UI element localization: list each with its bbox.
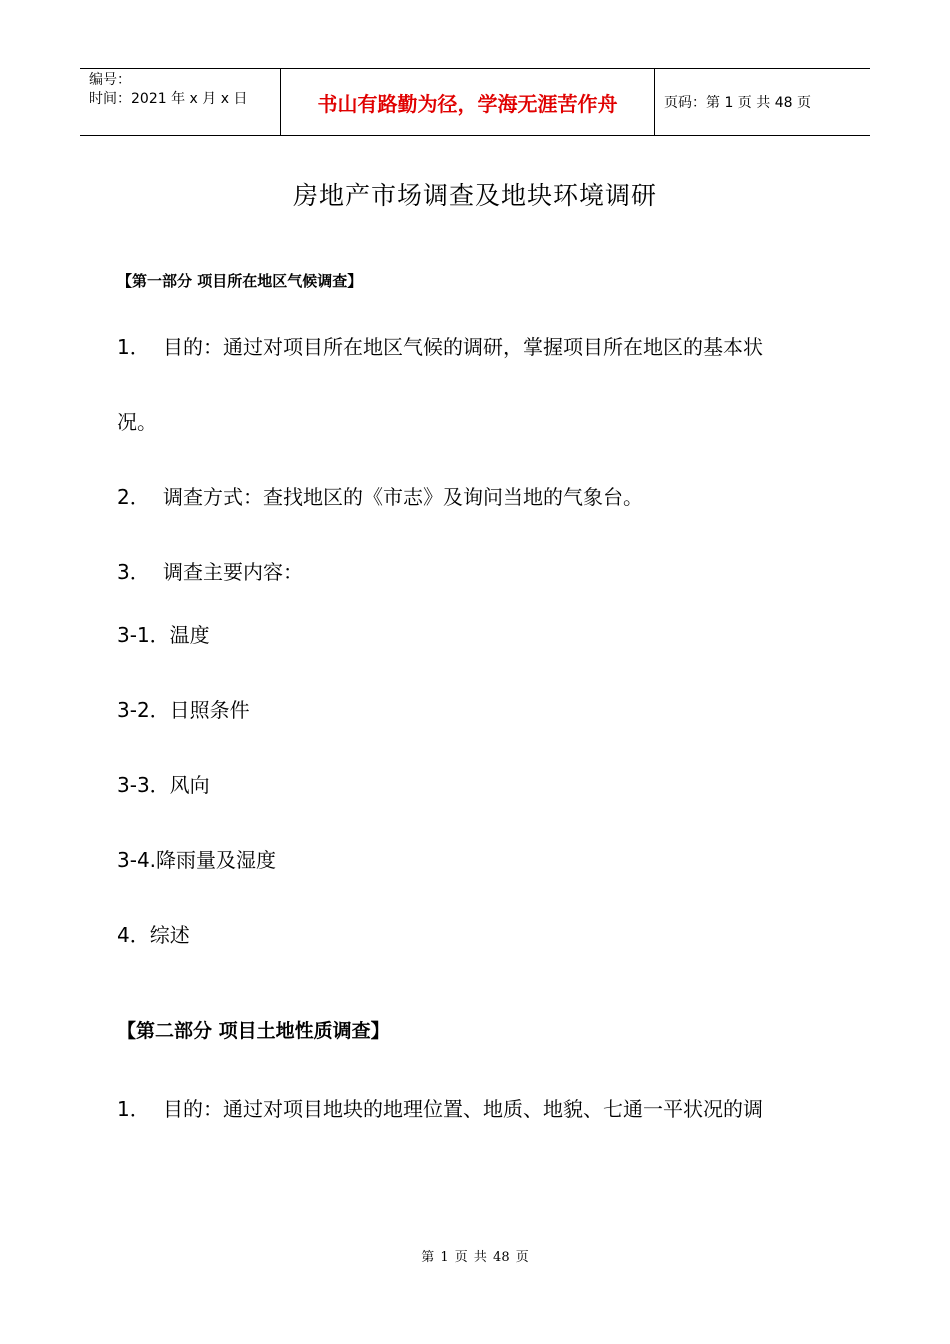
motto-text: 书山有路勤为径，学海无涯苦作舟 [317,91,618,116]
line-text: 3-3．风向 [117,773,210,797]
document-title: 房地产市场调查及地块环境调研 [292,181,657,210]
paragraph-line [117,919,190,948]
paragraph-line [117,1093,763,1122]
line-text: 况。 [117,410,157,434]
paragraph-line [117,406,157,435]
line-text: 3-2．日照条件 [117,698,250,722]
list-number: 1． [117,335,150,359]
line-text: 3-4.降雨量及湿度 [117,848,277,872]
list-number: 3． [117,560,150,584]
page-footer: 第 1 页 共 48 页 [421,1250,529,1265]
serial-number-label: 编号： [89,72,131,88]
paragraph-line [117,844,276,873]
list-number: 2． [117,485,150,509]
paragraph-line [117,331,763,360]
line-text: 调查方式：查找地区的《市志》及询问当地的气象台。 [163,485,643,509]
section-heading: 【第一部分 项目所在地区气候调查】 [117,272,363,290]
paragraph-line [117,481,643,510]
header-info-cell [80,69,281,135]
line-text: 目的：通过对项目地块的地理位置、地质、地貌、七通一平状况的调 [163,1097,763,1121]
line-text: 4．综述 [117,923,190,947]
list-number: 1． [117,1097,150,1121]
paragraph-line [117,619,210,648]
date-label: 时间：2021 年 x 月 x 日 [89,91,248,107]
page-header [80,68,870,136]
line-text: 调查主要内容： [163,560,303,584]
section-heading: 【第二部分 项目土地性质调查】 [117,1020,390,1042]
paragraph-line [117,769,210,798]
header-motto-cell [281,69,655,135]
line-text: 3-1．温度 [117,623,210,647]
paragraph-line [117,556,303,585]
header-page-cell [655,69,870,135]
line-text: 目的：通过对项目所在地区气候的调研，掌握项目所在地区的基本状 [163,335,763,359]
paragraph-line [117,694,250,723]
page-code: 页码：第 1 页 共 48 页 [664,95,811,111]
